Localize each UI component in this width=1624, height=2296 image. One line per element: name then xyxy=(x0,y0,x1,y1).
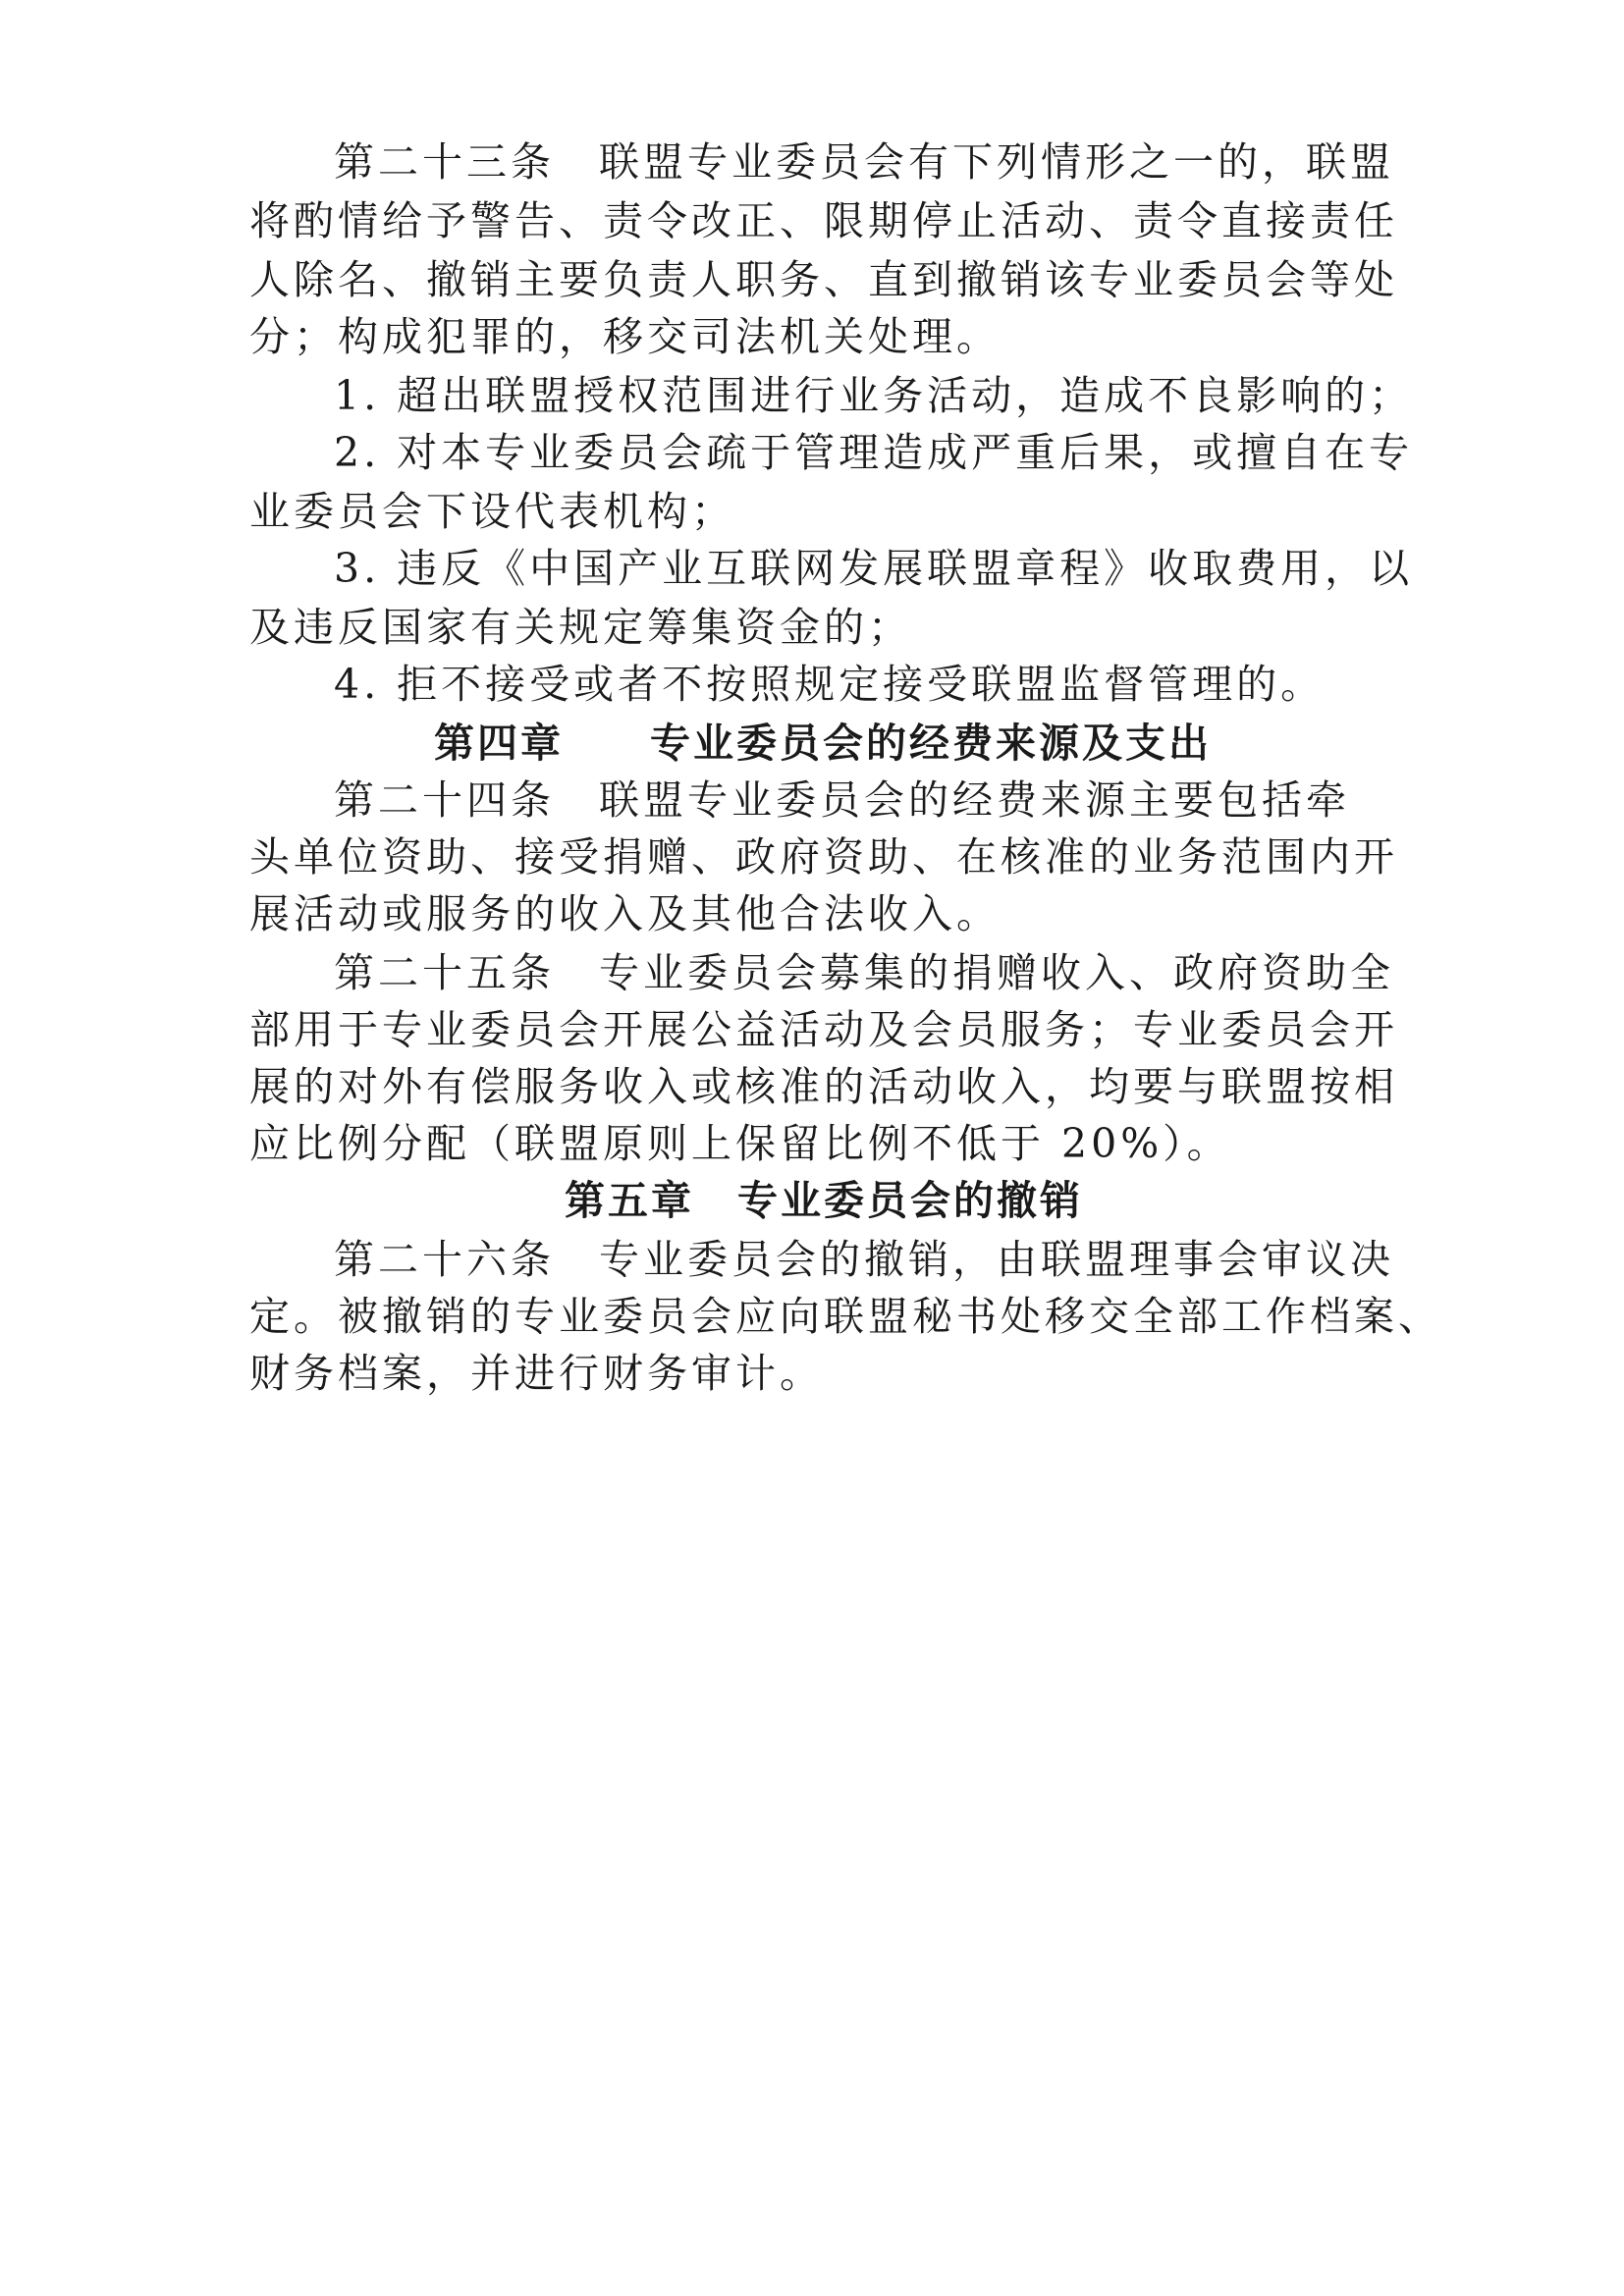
article-23-item-4: 4. 拒不接受或者不按照规定接受联盟监督管理的。 xyxy=(334,661,1326,708)
article-26-line-1: 第二十六条 专业委员会的撤销，由联盟理事会审议决 xyxy=(334,1236,1394,1283)
article-23-item-1: 1. 超出联盟授权范围进行业务活动，造成不良影响的； xyxy=(334,372,1414,419)
article-25-line-2: 部用于专业委员会开展公益活动及会员服务；专业委员会开 xyxy=(249,1006,1398,1053)
article-25-line-1: 第二十五条 专业委员会募集的捐赠收入、政府资助全 xyxy=(334,949,1394,996)
article-23-line-4: 分；构成犯罪的，移交司法机关处理。 xyxy=(249,313,1001,360)
chapter-4-heading: 第四章 专业委员会的经费来源及支出 xyxy=(434,720,1212,767)
article-25-line-4: 应比例分配（联盟原则上保留比例不低于 20%）。 xyxy=(249,1120,1231,1167)
article-23-line-2: 将酌情给予警告、责令改正、限期停止活动、责令直接责任 xyxy=(249,197,1398,244)
article-26-line-2: 定。被撤销的专业委员会应向联盟秘书处移交全部工作档案、 xyxy=(249,1293,1442,1340)
article-23-item-2-line-2: 业委员会下设代表机构； xyxy=(249,488,735,535)
article-23-item-3-line-2: 及违反国家有关规定筹集资金的； xyxy=(249,604,912,651)
chapter-5-heading: 第五章 专业委员会的撤销 xyxy=(565,1177,1083,1224)
article-26-line-3: 财务档案，并进行财务审计。 xyxy=(249,1350,824,1397)
article-24-line-2: 头单位资助、接受捐赠、政府资助、在核准的业务范围内开 xyxy=(249,833,1398,881)
article-23-line-3: 人除名、撤销主要负责人职务、直到撤销该专业委员会等处 xyxy=(249,256,1398,303)
article-25-line-3: 展的对外有偿服务收入或核准的活动收入，均要与联盟按相 xyxy=(249,1063,1398,1110)
article-24-line-3: 展活动或服务的收入及其他合法收入。 xyxy=(249,890,1001,937)
article-23-item-3-line-1: 3. 违反《中国产业互联网发展联盟章程》收取费用，以 xyxy=(334,545,1414,592)
article-23-line-1: 第二十三条 联盟专业委员会有下列情形之一的，联盟 xyxy=(334,138,1394,186)
article-24-line-1: 第二十四条 联盟专业委员会的经费来源主要包括牵 xyxy=(334,776,1350,824)
article-23-item-2-line-1: 2. 对本专业委员会疏于管理造成严重后果，或擅自在专 xyxy=(334,429,1414,476)
